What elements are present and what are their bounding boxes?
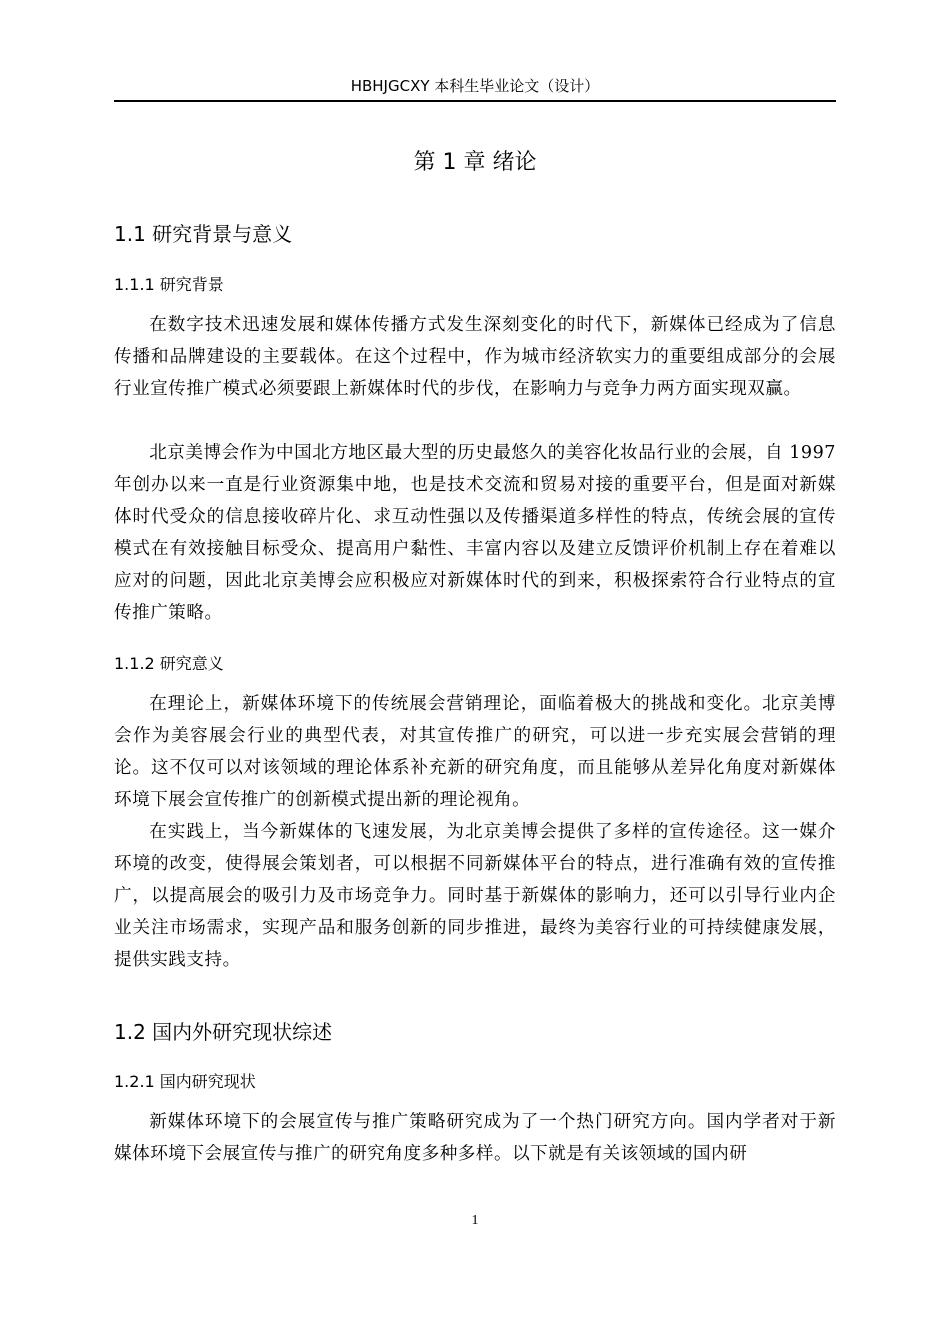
paragraph-significance-2: 在实践上，当今新媒体的飞速发展，为北京美博会提供了多样的宣传途径。这一媒介环境的改变，使得展会策划者，可以根据不同新媒体平台的特点，进行准确有效的宣传推广，以提高展会的吸引力及市场竞争力。同时基于新媒体的影响力，还可以引导行业内企业关注市场需求，实现产品和服务创新的同步推进，最终为美容行业的可持续健康发展，提供实践支持。 bbox=[114, 822, 836, 970]
paragraph-domestic-research: 新媒体环境下的会展宣传与推广策略研究成为了一个热门研究方向。国内学者对于新媒体环境下会展宣传与推广的研究角度多种多样。以下就是有关该领域的国内研 bbox=[114, 1112, 836, 1164]
subsection-heading-1-2-1: 1.2.1 国内研究现状 bbox=[114, 1072, 256, 1091]
paragraph-background-1: 在数字技术迅速发展和媒体传播方式发生深刻变化的时代下，新媒体已经成为了信息传播和品牌建设的主要载体。在这个过程中，作为城市经济软实力的重要组成部分的会展行业宣传推广模式必须要跟上新媒体时代的步伐，在影响力与竞争力两方面实现双赢。 bbox=[114, 315, 836, 399]
header-rule bbox=[114, 100, 836, 102]
paragraph-significance-1: 在理论上，新媒体环境下的传统展会营销理论，面临着极大的挑战和变化。北京美博会作为美容展会行业的典型代表，对其宣传推广的研究，可以进一步充实展会营销的理论。这不仅可以对该领域的理论体系补充新的研究角度，而且能够从差异化角度对新媒体环境下展会宣传推广的创新模式提出新的理论视角。 bbox=[114, 694, 836, 810]
paragraph-background-2: 北京美博会作为中国北方地区最大型的历史最悠久的美容化妆品行业的会展，自 1997 年创办以来一直是行业资源集中地，也是技术交流和贸易对接的重要平台，但是面对新媒体时代受众的信息接收碎片化、求互动性强以及传播渠道多样性的特点，传统会展的宣传模式在有效接触目标受众、提高用户黏性、丰富内容以及建立反馈评价机制上存在着难以应对的问题，因此北京美博会应积极应对新媒体时代的到来，积极探索符合行业特点的宣传推广策略。 bbox=[114, 443, 836, 623]
chapter-title: 第 1 章 绪论 bbox=[413, 150, 537, 175]
section-heading-1-1: 1.1 研究背景与意义 bbox=[114, 222, 293, 246]
subsection-heading-1-1-2: 1.1.2 研究意义 bbox=[114, 654, 224, 673]
page-number: 1 bbox=[471, 1213, 479, 1228]
running-header: HBHJGCXY 本科生毕业论文（设计） bbox=[350, 77, 600, 95]
section-heading-1-2: 1.2 国内外研究现状综述 bbox=[114, 1020, 333, 1044]
subsection-heading-1-1-1: 1.1.1 研究背景 bbox=[114, 275, 224, 294]
